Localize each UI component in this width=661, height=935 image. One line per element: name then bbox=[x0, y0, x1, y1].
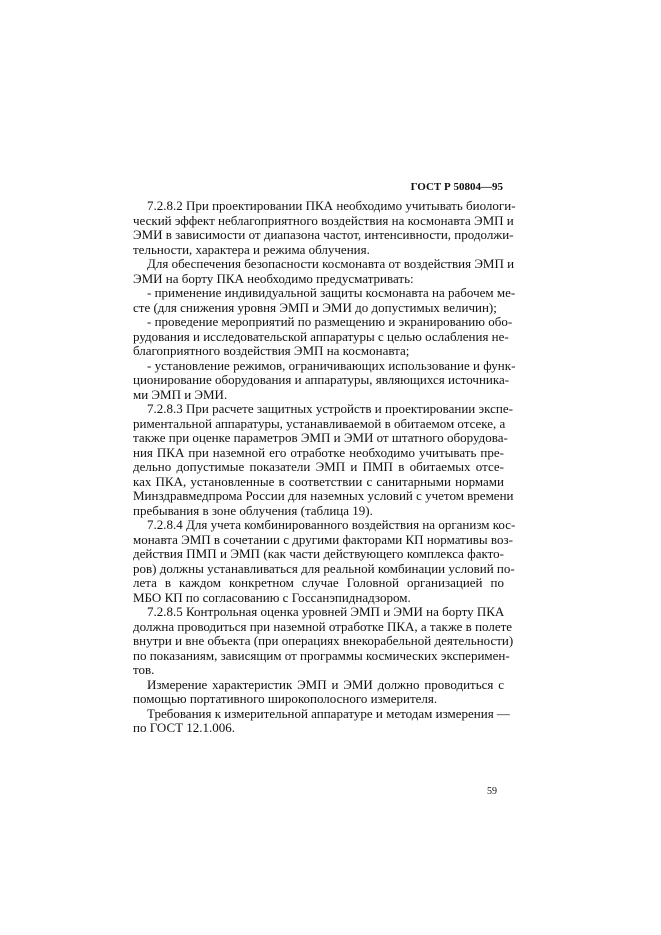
text-line: пребывания в зоне облучения (таблица 19). bbox=[133, 502, 373, 518]
text-line: по показаниям, зависящим от программы космических эксперимен- bbox=[133, 647, 510, 663]
paragraph bbox=[133, 357, 516, 403]
paragraph bbox=[133, 705, 510, 736]
paragraph bbox=[133, 678, 504, 707]
text-line: МБО КП по согласованию с Госсанэпиднадзором. bbox=[133, 589, 411, 605]
paragraph bbox=[133, 285, 516, 315]
text-line: - установление режимов, ограничивающих использование и функ- bbox=[147, 357, 516, 373]
text-line: 7.2.8.5 Контрольная оценка уровней ЭМП и ЭМИ на борту ПКА bbox=[147, 604, 505, 619]
text-line: Требования к измерительной аппаратуре и методам измерения — bbox=[147, 705, 510, 721]
text-line: - проведение мероприятий по размещению и экранированию обо- bbox=[147, 314, 513, 329]
paragraph bbox=[133, 198, 516, 257]
text-line: должна проводиться при наземной отработке ПКА, а также в полете bbox=[133, 618, 513, 634]
paragraph bbox=[133, 401, 514, 518]
text-line: ми ЭМП и ЭМИ. bbox=[133, 386, 228, 402]
text-line: тельности, характера и режима облучения. bbox=[133, 241, 370, 257]
document-header: ГОСТ Р 50804—95 bbox=[410, 181, 503, 193]
text-line: дельно допустимые показатели ЭМП и ПМП в обитаемых отсе- bbox=[133, 459, 504, 474]
text-line: лета в каждом конкретном случае Головной организацией по bbox=[133, 575, 504, 590]
paragraph bbox=[133, 256, 515, 286]
text-line: Минздравмедпрома России для наземных условий с учетом времени bbox=[133, 488, 514, 503]
text-line: по ГОСТ 12.1.006. bbox=[133, 720, 236, 735]
text-line: Измерение характеристик ЭМП и ЭМИ должно проводиться с bbox=[147, 676, 504, 692]
text-line: действия ПМП и ЭМП (как части действующего комплекса факто- bbox=[133, 546, 504, 561]
page-number: 59 bbox=[487, 786, 497, 797]
text-line: 7.2.8.2 При проектировании ПКА необходимо учитывать биологи- bbox=[147, 198, 516, 213]
text-line: также при оценке параметров ЭМП и ЭМИ от штатного оборудова- bbox=[133, 430, 508, 445]
text-line: 7.2.8.3 При расчете защитных устройств и проектировании экспе- bbox=[147, 401, 513, 416]
text-line: - применение индивидуальной защиты космонавта на рабочем ме- bbox=[147, 285, 516, 300]
document-body bbox=[133, 198, 516, 736]
paragraph bbox=[133, 314, 513, 359]
text-line: ческий эффект неблагоприятного воздействия на космонавта ЭМП и bbox=[133, 212, 514, 228]
paragraph bbox=[133, 604, 514, 678]
text-line: внутри и вне объекта (при операциях внекорабельной деятельности) bbox=[133, 633, 514, 648]
text-line: ЭМИ на борту ПКА необходимо предусматривать: bbox=[133, 270, 414, 286]
text-line: ЭМИ в зависимости от диапазона частот, интенсивности, продолжи- bbox=[133, 227, 514, 242]
text-line: рудования и исследовательской аппаратуры с целью ослабления не- bbox=[133, 328, 509, 344]
text-line: ров) должны устанавливаться для реальной комбинации условий по- bbox=[133, 560, 515, 576]
text-line: монавта ЭМП в сочетании с другими факторами КП нормативы воз- bbox=[133, 531, 513, 547]
text-line: помощью портативного широкополосного измерителя. bbox=[133, 691, 438, 706]
text-line: Для обеспечения безопасности космонавта от воздействия ЭМП и bbox=[147, 256, 515, 271]
text-line: сте (для снижения уровня ЭМП и ЭМИ до допустимых величин); bbox=[133, 299, 497, 315]
text-line: ния ПКА при наземной его отработке необходимо учитывать пре- bbox=[133, 444, 504, 460]
text-line: ционирование оборудования и аппаратуры, являющихся источника- bbox=[133, 372, 510, 387]
text-line: благоприятного воздействия ЭМП на космонавта; bbox=[133, 343, 410, 358]
text-line: ках ПКА, установленные в соответствии с санитарными нормами bbox=[133, 473, 504, 489]
text-line: риментальной аппаратуры, устанавливаемой в обитаемом отсеке, а bbox=[133, 415, 506, 431]
paragraph bbox=[133, 517, 516, 605]
text-line: 7.2.8.4 Для учета комбинированного воздействия на организм кос- bbox=[147, 517, 516, 532]
text-line: тов. bbox=[133, 662, 155, 677]
